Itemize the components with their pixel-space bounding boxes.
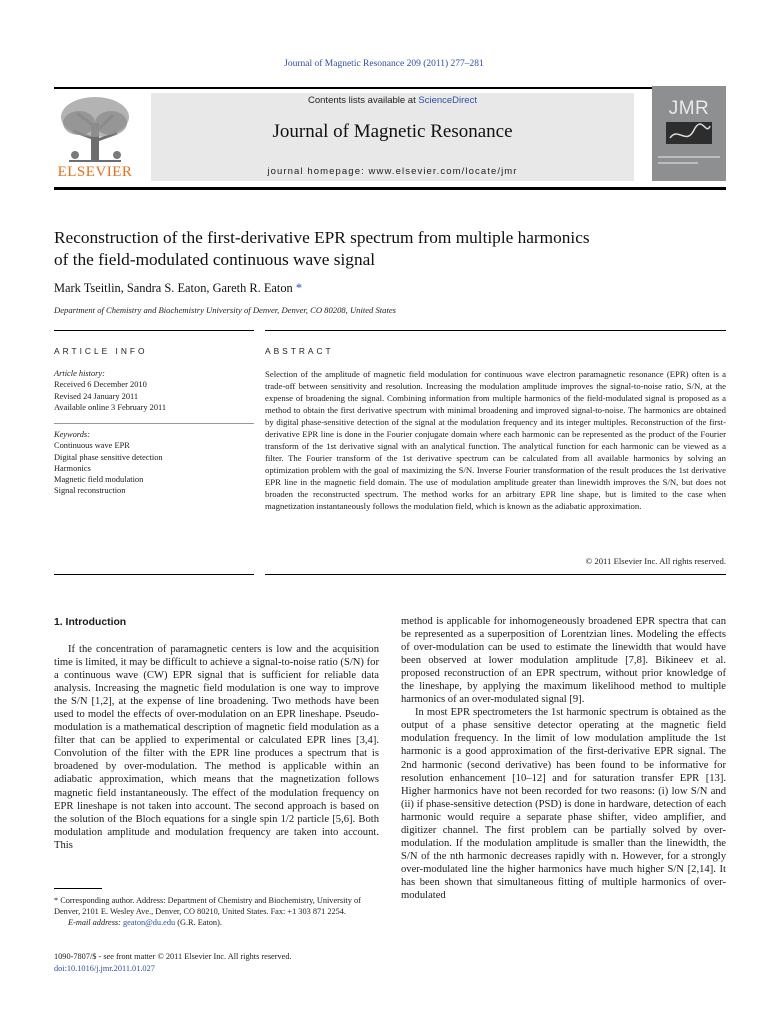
elsevier-wordmark: ELSEVIER bbox=[57, 164, 133, 180]
intro-paragraph-continued: method is applicable for inhomogeneously broadened EPR spectra that can be represented as a superposition of Lorentzian lines. Modeling the effects of over-modulation can be used to estimate the linewidth that would have been observed at lower modulation amplitude [7,8]. Bikineev et al. proposed reconstruction of an EPR spectrum, without prior knowledge of the lineshape, by applying the maximum likelihood method to multiple harmonics of an over-modulated signal [9]. bbox=[401, 616, 726, 706]
journal-homepage-link[interactable]: journal homepage: www.elsevier.com/locate/jmr bbox=[267, 166, 518, 177]
body-column-left bbox=[54, 643, 379, 852]
keywords-block bbox=[54, 429, 254, 497]
intro-paragraph: In most EPR spectrometers the 1st harmonic spectrum is obtained as the output of a phase sensitive detector operating at the magnetic field modulation frequency. In the limit of low modulation amplitude the 1st harmonic is a good approximation of the first-derivative EPR signal. The 2nd harmonic (second derivative) has been found to be informative for resolution enhancement [10–12] and for saturation transfer EPR [13]. Higher harmonics have not been recorded for two reasons: (i) low S/N and (ii) if phase-sensitive detection (PSD) is done in hardware, detection of each harmonic would require a separate phase shifter, video amplifier, and digitizer channel. The first problem can be partially solved by over-modulation. If the modulation amplitude is smaller than the linewidth, the S/N of the nth harmonic decreases rapidly with n. However, for a strongly over-modulated line the higher harmonics have much higher S/N [2,14]. It has been shown that simultaneous fitting of multiple harmonics of over-modulated bbox=[401, 707, 726, 901]
keyword-item: Magnetic field modulation bbox=[54, 475, 144, 485]
author-list bbox=[54, 281, 714, 296]
journal-citation-link[interactable]: Journal of Magnetic Resonance 209 (2011) 277–281 bbox=[284, 59, 484, 69]
keywords-label: Keywords: bbox=[54, 430, 90, 439]
sciencedirect-link[interactable]: ScienceDirect bbox=[418, 95, 477, 106]
article-info-top-rule bbox=[54, 330, 254, 331]
authors-text: Mark Tseitlin, Sandra S. Eaton, Gareth R. Eaton bbox=[54, 281, 293, 295]
email-suffix: (G.R. Eaton). bbox=[177, 918, 222, 927]
abstract-top-rule bbox=[265, 330, 726, 331]
abstract-bottom-rule bbox=[265, 574, 726, 575]
history-received: Received 6 December 2010 bbox=[54, 380, 147, 390]
corresponding-author-mark[interactable]: * bbox=[295, 281, 303, 295]
abstract-heading: ABSTRACT bbox=[265, 346, 334, 356]
article-info-bottom-rule bbox=[54, 574, 254, 575]
history-revised: Revised 24 January 2011 bbox=[54, 391, 139, 401]
article-history bbox=[54, 368, 254, 413]
intro-paragraph: If the concentration of paramagnetic centers is low and the acquisition time is limited, it may be difficult to achieve a signal-to-noise ratio (S/N) for a continuous wave (CW) EPR signal that is sufficient for reliable data analysis. Increasing the magnetic field modulation is one way to improve the S/N [1,2], at the expense of line broadening. Two methods have been used to model the effects of over-modulation on an EPR lineshape. Pseudo-modulation is a mathematical description of magnetic field modulation as a filter that can be applied to experimental or calculated EPR lines [3,4]. Convolution of the filter with the EPR line produces a spectrum that is broadened by over-modulation. The method is applicable within an adiabatic approximation, which means that the magnetization follows magnetic field instantaneously. The effect of the modulation frequency on EPR lineshape is not taken into account. The second approach is based on the solution of the Bloch equations for a single spin 1/2 particle [5,6]. Both modulation amplitude and modulation frequency are taken into account. This bbox=[54, 644, 379, 851]
paper-title-line-2: of the field-modulated continuous wave signal bbox=[54, 250, 376, 269]
contents-availability-line bbox=[151, 95, 634, 106]
paper-title-line-1: Reconstruction of the first-derivative EPR spectrum from multiple harmonics bbox=[54, 228, 590, 247]
front-matter-block bbox=[54, 951, 379, 974]
abstract-text: Selection of the amplitude of magnetic field modulation for continuous wave electron paramagnetic resonance (EPR) often is a trade-off between sensitivity and resolution. Increasing the modulation amplitude improves the signal-to-noise ratio, S/N, at the expense of broadening the signal. Combining information from multiple harmonics of the field-modulated signal is proposed as a method to obtain the first derivative spectrum with minimal broadening and improved signal-to-noise. The harmonics are obtained by digital phase-sensitive detection of the signal at the modulation frequency and its integer multiples. Reconstruction of the first-derivative EPR line is done in the Fourier conjugate domain where each harmonic can be represented as the product of the Fourier transform of the 1st derivative signal with an analytical function. The analytical function for each harmonic can be viewed as a filter. The Fourier transform of the 1st derivative spectrum can be calculated from all available harmonics by solving an optimization problem with the goal of maximizing the S/N. Inverse Fourier transformation of the result produces the 1st derivative EPR line in the magnetic field domain. The use of modulation amplitude greater than linewidth improves the S/N, but does not broaden the reconstructed spectrum. The method works for an arbitrary EPR line shape, but is limited to the case when magnetization instantaneously follows the modulation field, which is known as the adiabatic approximation. bbox=[265, 369, 726, 511]
keyword-item: Continuous wave EPR bbox=[54, 441, 130, 451]
history-available-online: Available online 3 February 2011 bbox=[54, 402, 167, 412]
contents-prefix: Contents lists available at bbox=[308, 95, 419, 106]
masthead-bottom-rule bbox=[54, 187, 726, 190]
paper-title bbox=[54, 227, 714, 271]
email-label: E-mail address: bbox=[68, 918, 121, 927]
doi-link[interactable]: doi:10.1016/j.jmr.2011.01.027 bbox=[54, 963, 155, 973]
author-email-link[interactable]: geaton@du.edu bbox=[123, 918, 176, 927]
author-affiliation: Department of Chemistry and Biochemistry University of Denver, Denver, CO 80208, United States bbox=[54, 305, 397, 315]
body-column-right bbox=[401, 615, 726, 902]
issn-front-matter: 1090-7807/$ - see front matter © 2011 Elsevier Inc. All rights reserved. bbox=[54, 952, 292, 961]
journal-title: Journal of Magnetic Resonance bbox=[272, 121, 513, 142]
footnote-rule bbox=[54, 888, 102, 889]
article-info-divider bbox=[54, 423, 254, 424]
footnote-text: * Corresponding author. Address: Department of Chemistry and Biochemistry, University of Denver, 2101 E. Wesley Ave., Denver, CO 80210, United States. Fax: +1 303 871 2254. bbox=[54, 896, 361, 916]
history-label: Article history: bbox=[54, 369, 105, 378]
article-info-heading: ARTICLE INFO bbox=[54, 346, 148, 356]
section-heading-introduction: 1. Introduction bbox=[54, 617, 127, 628]
masthead-top-rule bbox=[54, 87, 726, 89]
keyword-item: Harmonics bbox=[54, 463, 91, 473]
abstract-copyright: © 2011 Elsevier Inc. All rights reserved. bbox=[585, 556, 726, 566]
keyword-item: Digital phase sensitive detection bbox=[54, 452, 163, 462]
corresponding-author-footnote bbox=[54, 895, 379, 928]
keyword-item: Signal reconstruction bbox=[54, 486, 126, 496]
cover-jmr-label: JMR bbox=[668, 98, 710, 119]
